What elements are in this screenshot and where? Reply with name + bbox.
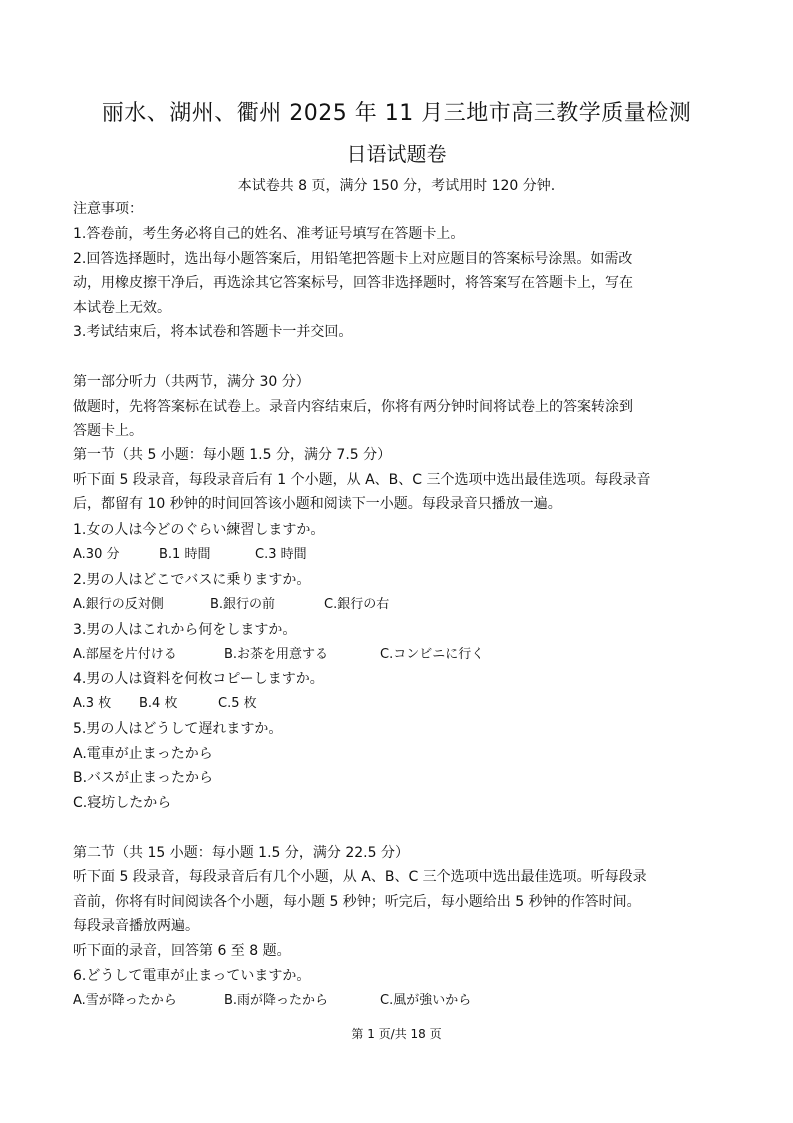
option-b: B.銀行の前	[210, 597, 276, 612]
question-5: 5.男の人はどうして遅れますか。	[73, 721, 283, 737]
notice-item: 1.答卷前，考生务必将自己的姓名、准考证号填写在答题卡上。	[73, 226, 465, 242]
page-number: 第 1 页/共 18 页	[351, 1027, 442, 1041]
notice-item: 3.考试结束后，将本试卷和答题卡一并交回。	[73, 324, 353, 340]
section2-intro: 音前，你将有时间阅读各个小题，每小题 5 秒钟；听完后，每小题给出 5 秒钟的作答时间。	[73, 894, 641, 910]
option-b: B.4 枚	[139, 696, 178, 711]
option-b: B.お茶を用意する	[224, 647, 329, 662]
exam-info: 本试卷共 8 页，满分 150 分，考试用时 120 分钟.	[237, 178, 556, 194]
notice-item: 本试卷上无效。	[73, 300, 171, 316]
option-c: C.3 時間	[255, 547, 307, 562]
option-c: C.5 枚	[218, 696, 257, 711]
option-b: B.1 時間	[159, 547, 211, 562]
question-1: 1.女の人は今どのぐらい練習しますか。	[73, 522, 325, 538]
option-a: A.銀行の反対側	[73, 597, 164, 612]
part1-intro: 答题卡上。	[73, 423, 143, 439]
question-5-option-a: A.電車が止まったから	[73, 746, 213, 762]
notice-item: 动，用橡皮擦干净后，再选涂其它答案标号，回答非选择题时，将答案写在答题卡上，写在	[73, 275, 633, 291]
exam-subtitle: 日语试题卷	[346, 142, 447, 166]
exam-title: 丽水、湖州、衢州 2025 年 11 月三地市高三教学质量检测	[101, 101, 692, 126]
part1-intro: 做题时，先将答案标在试卷上。录音内容结束后，你将有两分钟时间将试卷上的答案转涂到	[73, 399, 633, 415]
notice-heading: 注意事项：	[73, 201, 143, 217]
question-5-option-c: C.寝坊したから	[73, 795, 172, 811]
question-6: 6.どうして電車が止まっていますか。	[73, 968, 311, 984]
section2-heading: 第二节（共 15 小题：每小题 1.5 分，满分 22.5 分）	[73, 845, 409, 861]
question-3: 3.男の人はこれから何をしますか。	[73, 622, 297, 638]
question-2: 2.男の人はどこでバスに乗りますか。	[73, 572, 311, 588]
part1-heading: 第一部分听力（共两节，满分 30 分）	[73, 374, 310, 390]
option-a: A.3 枚	[73, 696, 112, 711]
section2-intro: 每段录音播放两遍。	[73, 918, 199, 934]
section2-intro: 听下面 5 段录音，每段录音后有几个小题，从 A、B、C 三个选项中选出最佳选项。听每段录	[73, 869, 647, 885]
section2-lead: 听下面的录音，回答第 6 至 8 题。	[73, 943, 291, 959]
section1-heading: 第一节（共 5 小题：每小题 1.5 分，满分 7.5 分）	[73, 447, 392, 463]
option-a: A.30 分	[73, 547, 120, 562]
question-4: 4.男の人は資料を何枚コピーしますか。	[73, 671, 324, 687]
option-c: C.風が強いから	[380, 993, 472, 1008]
option-c: C.コンビニに行く	[380, 647, 485, 662]
option-a: A.部屋を片付ける	[73, 647, 177, 662]
option-a: A.雪が降ったから	[73, 993, 177, 1008]
option-c: C.銀行の右	[324, 597, 390, 612]
section1-intro: 后，都留有 10 秒钟的时间回答该小题和阅读下一小题。每段录音只播放一遍。	[73, 496, 562, 512]
notice-item: 2.回答选择题时，选出每小题答案后，用铅笔把答题卡上对应题目的答案标号涂黑。如需改	[73, 251, 633, 267]
section1-intro: 听下面 5 段录音，每段录音后有 1 个小题，从 A、B、C 三个选项中选出最佳选项。每段录音	[73, 472, 651, 488]
option-b: B.雨が降ったから	[224, 993, 329, 1008]
question-5-option-b: B.バスが止まったから	[73, 770, 214, 786]
